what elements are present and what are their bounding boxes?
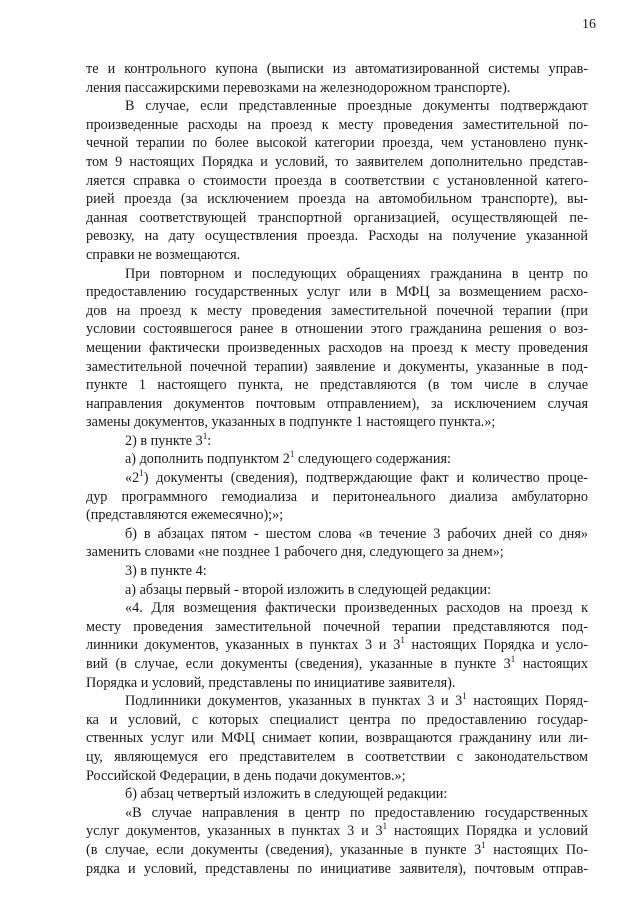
text-line [86,450,588,469]
superscript: 1 [462,691,467,702]
text-segment: «4. Для возмещения фактически произведенных расходов на проезд к [125,600,588,617]
text-segment: предоставлению государственных услуг или в МФЦ за возмещением расхо- [86,284,588,301]
text-line [86,655,588,674]
text-segment: Российской Федерации, в день подачи документов.»; [86,767,406,784]
text-line [86,283,588,302]
text-segment: При повторном и последующих обращениях гражданина в центр по [125,265,588,282]
text-segment: «В случае направления в центр по предоставлению государственных [125,804,588,821]
text-line [86,358,588,377]
superscript: 1 [481,839,486,850]
text-line [86,525,588,544]
text-segment: месту проведения заместительной почечной терапии представляются под- [86,618,588,635]
text-segment: заменить словами «не позднее 1 рабочего дня, следующего за днем»; [86,544,504,561]
text-segment: справки не возмещаются. [86,246,241,263]
text-segment: направления документов почтовым отправлением), за исключением случая [86,395,588,412]
text-segment: замены документов, указанных в подпункте 1 настоящего пункта.»; [86,414,496,431]
text-line [86,172,588,191]
text-line [86,804,588,823]
text-segment: ) документы (сведения), подтверждающие факт и количество проце- [143,470,588,487]
superscript: 1 [510,654,516,664]
text-line [86,506,588,525]
text-segment: заместительной почечной терапии) заявление и документы, указанные в под- [86,358,588,375]
page-number: 16 [582,17,596,32]
text-line [86,432,588,451]
body-text [86,60,588,878]
text-segment: Порядка и условий, представлены по инициативе заявителя). [86,674,456,691]
text-line [86,227,588,246]
text-line [86,711,588,730]
text-line [86,543,588,562]
text-segment: «2 [125,470,140,487]
text-line [86,822,588,841]
text-segment: Подлинники документов, указанных в пунктах 3 и 3 [125,693,463,710]
text-segment: вий (в случае, если документы (сведения), указанные в пункте 3 [86,656,511,672]
text-segment: произведенные расходы на проезд к месту проведения заместительной по- [86,116,588,133]
text-segment: б) в абзацах пятом - шестом слова «в течение 3 рабочих дней со дня» [125,525,588,542]
text-segment: настоящих По- [485,841,588,858]
text-segment: : [207,432,212,449]
text-line [86,488,588,507]
text-segment: 2) в пункте 3 [125,432,203,449]
text-segment: следующего содержания: [294,451,451,468]
text-segment: настоящих Поряд- [466,693,588,710]
text-line [86,636,588,655]
text-segment: б) абзац четвертый изложить в следующей редакции: [125,786,448,803]
text-line [86,190,588,209]
text-segment: ревозку, на дату осуществления проезда. Расходы на получение указанной [86,228,588,245]
text-line [86,748,588,767]
text-line [86,302,588,321]
superscript: 1 [289,449,295,460]
text-line [86,581,588,600]
text-line [86,97,588,116]
text-line [86,265,588,284]
text-line [86,320,588,339]
text-segment: настоящих Порядка и усло- [404,637,588,654]
text-segment: условии состоявшегося ранее в отношении этого гражданина решения о воз- [86,321,588,338]
text-segment: те и контрольного купона (выписки из автоматизированной системы управ- [86,61,588,77]
text-line [86,339,588,358]
text-segment: 3) в пункте 4: [125,563,207,580]
text-line [86,395,588,414]
text-segment: настоящих Порядка и условий [387,823,588,840]
text-segment: линники документов, указанных в пунктах 3 и 3 [86,637,401,654]
text-line [86,60,588,79]
text-segment: рядка и условий, представлены по инициативе заявителя), почтовым отправ- [86,860,588,877]
text-line [86,841,588,860]
text-line [86,729,588,748]
superscript: 1 [400,635,405,646]
text-segment: ляется справка о стоимости проезда в соответствии с установленной катего- [86,172,588,189]
text-segment: настоящих [515,656,588,672]
text-line [86,116,588,135]
text-segment: дур программного гемодиализа и перитонеального диализа амбулаторно [86,488,588,505]
text-segment: услуг документов, указанных в пунктах 3 и 3 [86,823,383,840]
text-segment: В случае, если представленные проездные документы подтверждают [125,98,588,115]
superscript: 1 [202,430,208,441]
text-line [86,153,588,172]
text-segment: пункте 1 настоящего пункта, не представляются (в том числе в случае [86,377,588,394]
text-line [86,692,588,711]
text-segment: чечной терапии по более высокой категории проезда, чем установлено пунк- [86,135,588,152]
text-segment: ка и условий, с которых специалист центра по предоставлению государ- [86,711,588,728]
text-segment: мещении фактически произведенных расходов на проезд к месту проведения [86,339,588,356]
superscript: 1 [139,468,144,479]
text-segment: рией проезда (за исключением проезда на автомобильном транспорте), вы- [86,191,588,208]
text-line [86,134,588,153]
text-line [86,469,588,488]
text-line [86,413,588,432]
text-line [86,785,588,804]
text-segment: а) абзацы первый - второй изложить в следующей редакции: [125,581,492,598]
text-line [86,674,588,693]
text-line [86,376,588,395]
text-segment: ления пассажирскими перевозками на железнодорожном транспорте). [86,79,511,96]
text-segment: том 9 настоящих Порядка и условий, то заявителем дополнительно представ- [86,153,588,170]
text-segment: цу, являющемуся его представителем в соответствии с законодательством [86,748,588,765]
text-segment: данная соответствующей транспортной организацией, осуществляющей пе- [86,209,588,226]
text-line [86,562,588,581]
text-segment: (в случае, если документы (сведения), указанные в пункте 3 [86,841,482,858]
text-line [86,599,588,618]
text-segment: а) дополнить подпунктом 2 [125,451,290,468]
text-line [86,209,588,228]
text-segment: дов на проезд к месту проведения заместительной почечной терапии (при [86,302,588,319]
text-segment: ственных услуг или МФЦ снимает копии, возвращаются гражданину или ли- [86,730,588,747]
text-line [86,860,588,879]
text-segment: (представляются ежемесячно);»; [86,507,284,524]
text-line [86,246,588,265]
text-line [86,79,588,98]
superscript: 1 [382,821,388,832]
text-line [86,618,588,637]
text-line [86,767,588,786]
